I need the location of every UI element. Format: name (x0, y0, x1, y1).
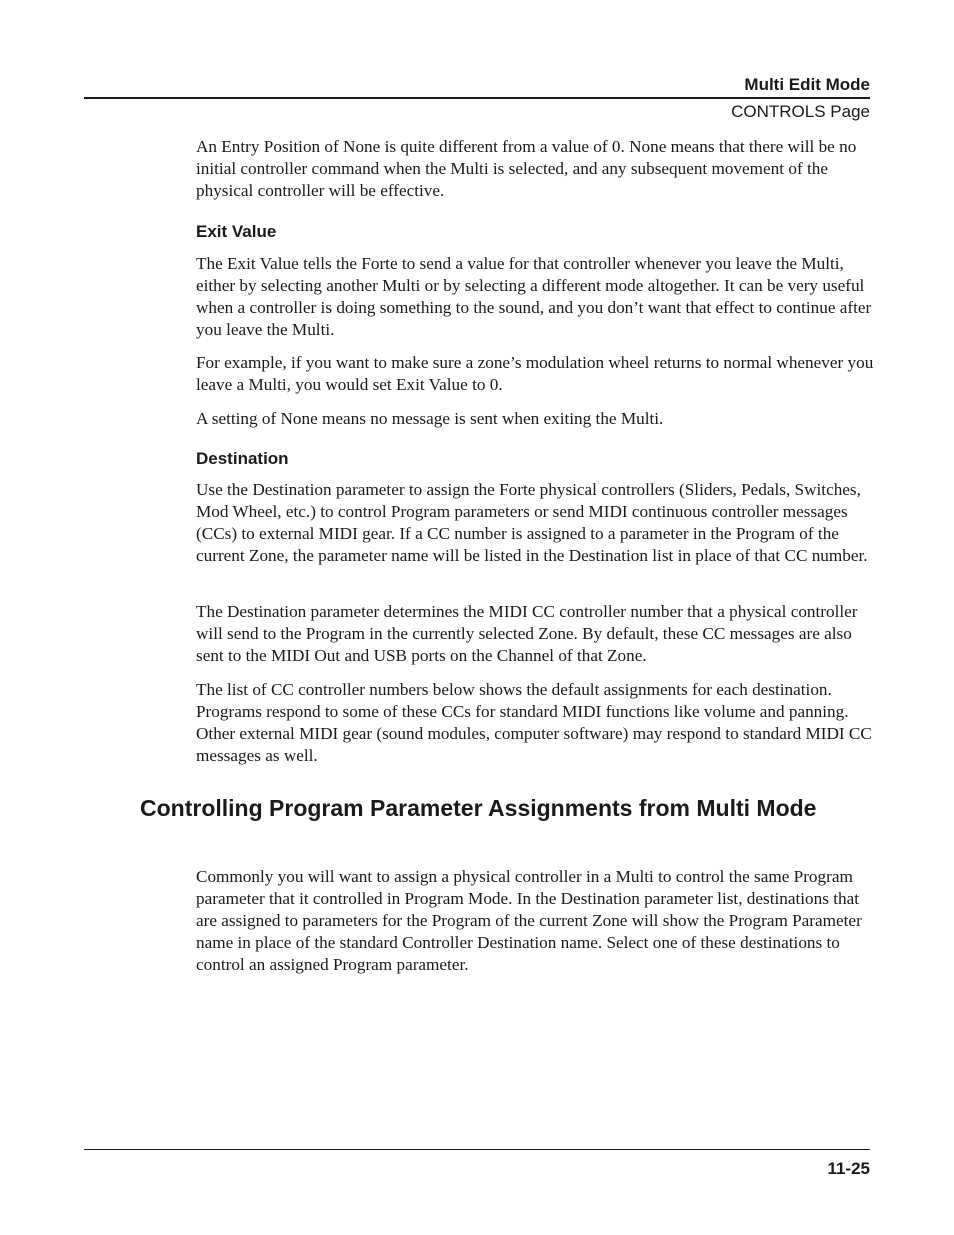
running-header-subtitle: CONTROLS Page (731, 102, 870, 121)
page-number: 11-25 (827, 1159, 870, 1178)
exit-value-paragraph-2: For example, if you want to make sure a zone’s modulation wheel returns to normal whenever you leave a Multi, you would set Exit Value to 0. (196, 353, 874, 394)
destination-paragraph-2: The Destination parameter determines the MIDI CC controller number that a physical controller will send to the Program in the currently selected Zone. By default, these CC messages are also sent to the MIDI Out and USB ports on the Channel of that Zone. (196, 602, 858, 665)
exit-value-heading: Exit Value (196, 222, 277, 241)
running-header-title: Multi Edit Mode (744, 75, 870, 94)
intro-paragraph: An Entry Position of None is quite different from a value of 0. None means that there will be no initial controller command when the Multi is selected, and any subsequent movement of the physical controller will be effective. (196, 137, 857, 200)
destination-paragraph-3: The list of CC controller numbers below shows the default assignments for each destination. Programs respond to some of these CCs for standard MIDI functions like volume and panning. Other external MIDI gear (sound modules, computer software) may respond to standard MIDI CC messages as well. (196, 680, 872, 765)
section-paragraph: Commonly you will want to assign a physical controller in a Multi to control the same Program parameter that it controlled in Program Mode. In the Destination parameter list, destinations that are assigned to parameters for the Program of the current Zone will show the Program Parameter name in place of the standard Controller Destination name. Select one of these destinations to control an assigned Program parameter. (196, 867, 862, 974)
exit-value-paragraph-3: A setting of None means no message is sent when exiting the Multi. (196, 409, 664, 428)
section-heading: Controlling Program Parameter Assignments from Multi Mode (140, 795, 817, 821)
footer-divider (84, 1149, 870, 1150)
header-divider (84, 97, 870, 99)
exit-value-paragraph-1: The Exit Value tells the Forte to send a value for that controller whenever you leave the Multi, either by selecting another Multi or by selecting a different mode altogether. It can be very useful when a controller is doing something to the sound, and you don’t want that effect to continue after you leave the Multi. (196, 254, 872, 339)
destination-paragraph-1: Use the Destination parameter to assign the Forte physical controllers (Sliders, Pedals, Switches, Mod Wheel, etc.) to control Program parameters or send MIDI continuous controller messages (CCs) to external MIDI gear. If a CC number is assigned to a parameter in the Program of the current Zone, the parameter name will be listed in the Destination list in place of that CC number. (196, 480, 868, 565)
destination-heading: Destination (196, 449, 289, 468)
